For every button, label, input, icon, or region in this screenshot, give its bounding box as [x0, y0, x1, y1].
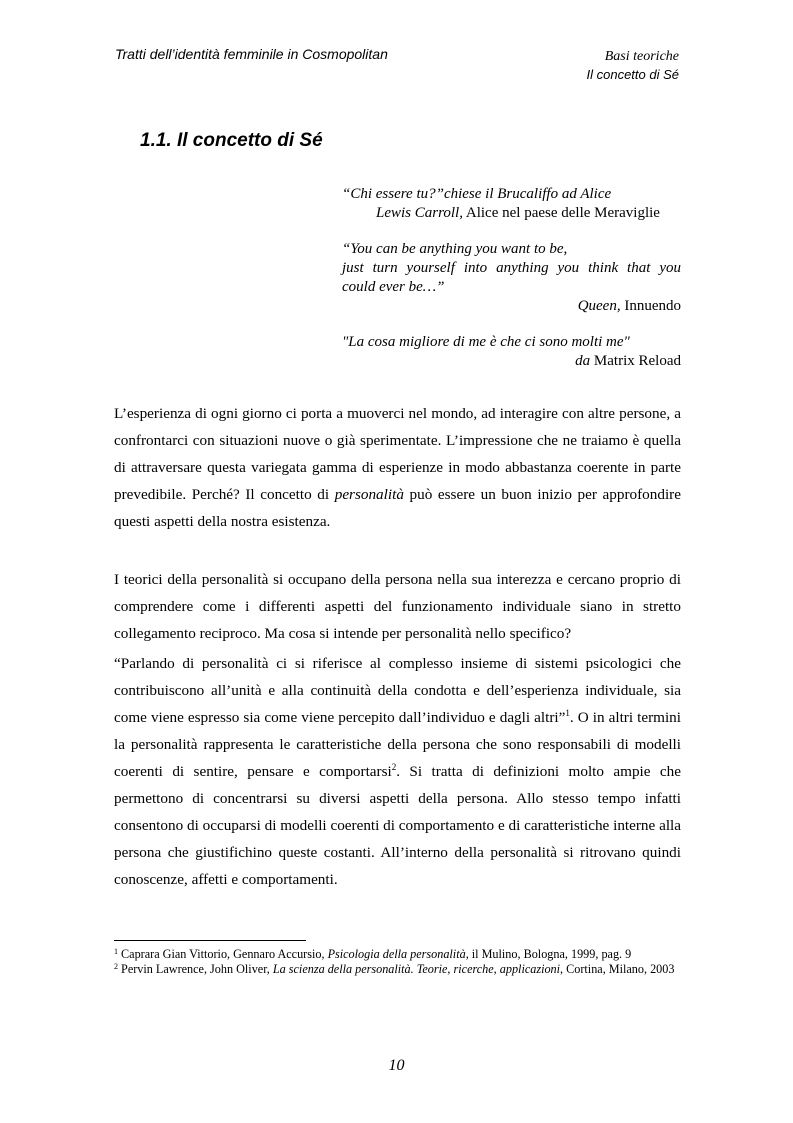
footnote-number: 2 — [114, 962, 118, 971]
epigraph-quote: “Chi essere tu?”chiese il Brucaliffo ad Alice — [342, 186, 612, 202]
epigraph-attribution — [342, 352, 681, 371]
epigraph-line: just turn yourself into anything you think that you — [342, 260, 681, 276]
text: può essere un buon inizio per approfondire questi aspetti della nostra esistenza. — [114, 486, 681, 530]
paragraph-3 — [114, 650, 681, 893]
epigraph-work: Innuendo — [620, 298, 681, 314]
book-title: La scienza della personalità. Teorie, ricerche, applicazioni — [272, 962, 561, 976]
epigraph-work: Matrix Reload — [590, 353, 681, 369]
text: . Si tratta di definizioni molto ampie che permettono di concentrarsi su diversi aspetti della persona. Allo stesso tempo infatti consentono di occuparsi di modelli coerenti di comportamento e di caratteristiche interne alla persona che giustifichino queste costanti. All’interno della personalità si ritrovano quindi conoscenze, affetti e comportamenti. — [114, 763, 681, 888]
text: L’esperienza di ogni giorno ci porta a muoverci nel mondo, ad interagire con altre persone, a confrontarci con situazioni nuove o già sperimentate. L’impressione che ne traiamo è quella di attraversare questa variegata gamma di esperienze in modo abbastanza coerente in parte prevedibile. Perché? Il concetto di — [114, 405, 681, 503]
text: . O in altri termini la personalità rappresenta le caratteristiche della persona che sono responsabili di modelli coerenti di sentire, pensare e comportarsi — [114, 709, 682, 780]
header-subsection: Il concetto di Sé — [586, 67, 679, 82]
epigraph-work: Alice nel paese delle Meraviglie — [462, 205, 660, 221]
epigraph-carroll — [342, 185, 681, 223]
footnote-1 — [114, 947, 681, 962]
epigraph-matrix — [342, 333, 681, 371]
epigraph-da: da — [575, 353, 591, 369]
epigraph-queen — [342, 240, 681, 316]
footnote-ref-1[interactable]: 1 — [565, 708, 570, 718]
epigraph-author: Queen, — [577, 298, 621, 314]
text: , il Mulino, Bologna, 1999, pag. 9 — [465, 947, 632, 961]
text: “Parlando di personalità ci si riferisce al complesso insieme di sistemi psicologici che contribuiscono all’unità e alla continuità della condotta e dell’esperienza individuale, sia come viene espresso sia come viene percepito dall’individuo e dagli altri” — [114, 655, 681, 726]
epigraph-line: could ever be…” — [342, 279, 445, 295]
footnote-number: 1 — [114, 947, 118, 956]
text: , Cortina, Milano, 2003 — [560, 962, 675, 976]
epigraph-attribution — [342, 204, 681, 223]
header-chapter: Basi teoriche — [604, 49, 679, 64]
footnote-separator — [114, 940, 306, 941]
text: Caprara Gian Vittorio, Gennaro Accursio, — [118, 947, 328, 961]
running-header-title: Tratti dell’identità femminile in Cosmopolitan — [115, 46, 388, 62]
section-title: 1.1. Il concetto di Sé — [140, 130, 323, 151]
epigraph-line: “You can be anything you want to be, — [342, 241, 568, 257]
epigraph-author: Lewis Carroll, — [376, 205, 463, 221]
text: Pervin Lawrence, John Oliver, — [118, 962, 273, 976]
epigraph-quote: "La cosa migliore di me è che ci sono molti me" — [342, 334, 630, 350]
epigraph-attribution — [342, 297, 681, 316]
footnotes — [114, 947, 681, 977]
book-title: Psicologia della personalità — [327, 947, 466, 961]
footnote-2 — [114, 962, 681, 977]
text: I teorici della personalità si occupano della persona nella sua interezza e cercano proprio di comprendere come i differenti aspetti del funzionamento individuale siano in stretto collegamento reciproco. Ma cosa si intende per personalità nello specifico? — [114, 571, 681, 642]
emphasis: personalità — [334, 486, 404, 503]
running-header-section — [587, 48, 680, 84]
page-number: 10 — [388, 1057, 405, 1074]
paragraph-2 — [114, 566, 681, 647]
paragraph-1 — [114, 400, 681, 535]
footnote-ref-2[interactable]: 2 — [391, 762, 397, 772]
